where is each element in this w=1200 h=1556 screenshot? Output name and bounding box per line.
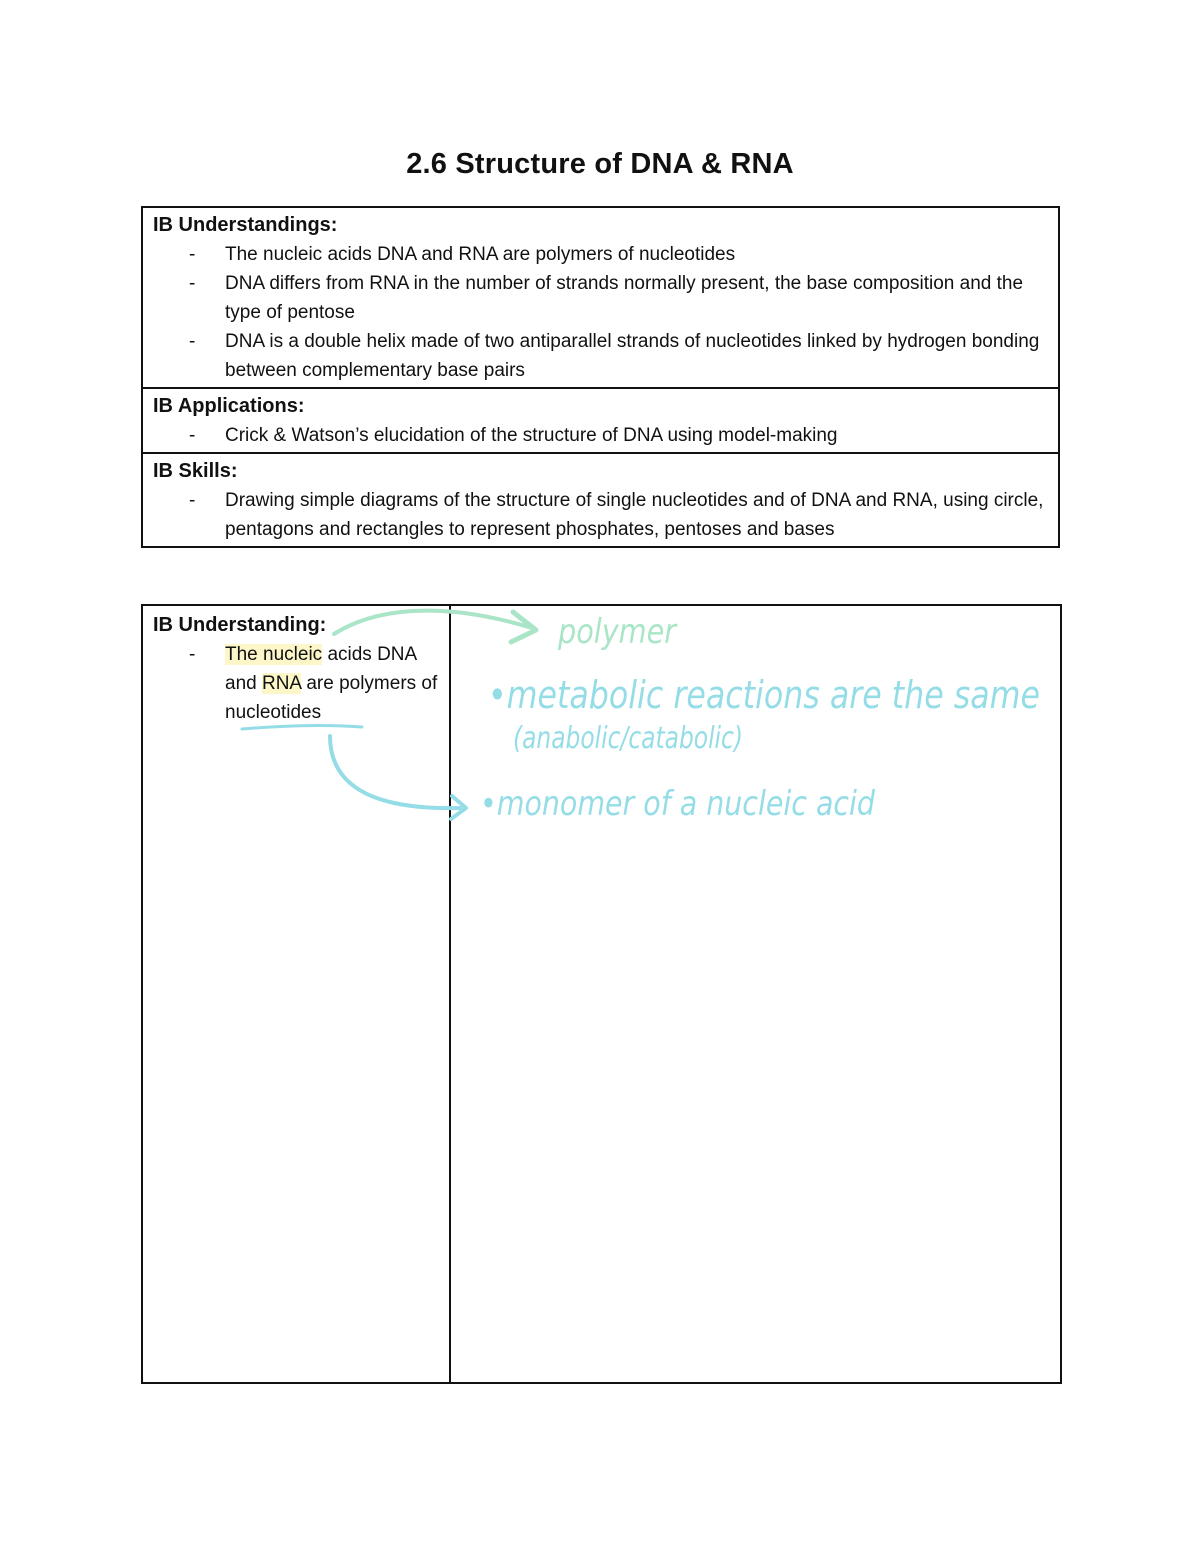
- handwritten-anabolic: (anabolic/catabolic): [513, 721, 743, 756]
- notes-heading: IB Understanding:: [153, 614, 327, 636]
- list-item: [153, 486, 1048, 544]
- bullet-dash: -: [189, 273, 196, 294]
- skills-cell: [142, 453, 1059, 547]
- list-item-text: Crick & Watson’s elucidation of the structure of DNA using model-making: [225, 425, 838, 446]
- skills-row: [142, 453, 1059, 547]
- list-item: [153, 269, 1048, 327]
- notes-divider: [449, 606, 451, 1382]
- notes-item: [153, 640, 443, 727]
- notes-box: [141, 604, 1062, 1384]
- list-item: [153, 327, 1048, 385]
- bullet-dash: -: [189, 244, 196, 265]
- handwritten-polymer: polymer: [557, 612, 678, 652]
- ib-info-table: [141, 206, 1060, 548]
- handwritten-metabolic: •metabolic reactions are the same: [488, 673, 1040, 717]
- notes-left-column: [153, 610, 443, 727]
- understandings-list: [153, 240, 1048, 385]
- list-item: [153, 421, 1048, 450]
- understandings-heading: IB Understandings:: [153, 214, 338, 236]
- bullet-dash: -: [189, 490, 196, 511]
- notes-item-text: acids DNA and: [225, 644, 417, 694]
- bullet-dash: -: [189, 331, 196, 352]
- skills-heading: IB Skills:: [153, 460, 238, 482]
- notes-item-text: are polymers of: [301, 673, 438, 694]
- applications-heading: IB Applications:: [153, 395, 305, 417]
- understandings-row: [142, 207, 1059, 388]
- list-item-text: DNA is a double helix made of two antiparallel strands of nucleotides linked by hydrogen bonding between complementary base pairs: [225, 331, 1040, 381]
- bullet-dash: -: [189, 644, 196, 665]
- list-item-text: Drawing simple diagrams of the structure of single nucleotides and of DNA and RNA, using circle, pentagons and rectangles to represent phosphates, pentoses and bases: [225, 490, 1044, 540]
- highlighted-text: The nucleic: [225, 644, 323, 665]
- understandings-cell: [142, 207, 1059, 388]
- applications-cell: [142, 388, 1059, 453]
- underlined-text: nucleotides: [225, 702, 322, 723]
- list-item-text: DNA differs from RNA in the number of strands normally present, the base composition and the type of pentose: [225, 273, 1024, 323]
- highlighted-text: RNA: [261, 673, 302, 694]
- list-item: [153, 240, 1048, 269]
- page-title: 2.6 Structure of DNA & RNA: [406, 148, 794, 180]
- applications-list: [153, 421, 1048, 450]
- skills-list: [153, 486, 1048, 544]
- handwritten-monomer: •monomer of a nucleic acid: [480, 784, 876, 824]
- list-item-text: The nucleic acids DNA and RNA are polymers of nucleotides: [225, 244, 736, 265]
- applications-row: [142, 388, 1059, 453]
- bullet-dash: -: [189, 425, 196, 446]
